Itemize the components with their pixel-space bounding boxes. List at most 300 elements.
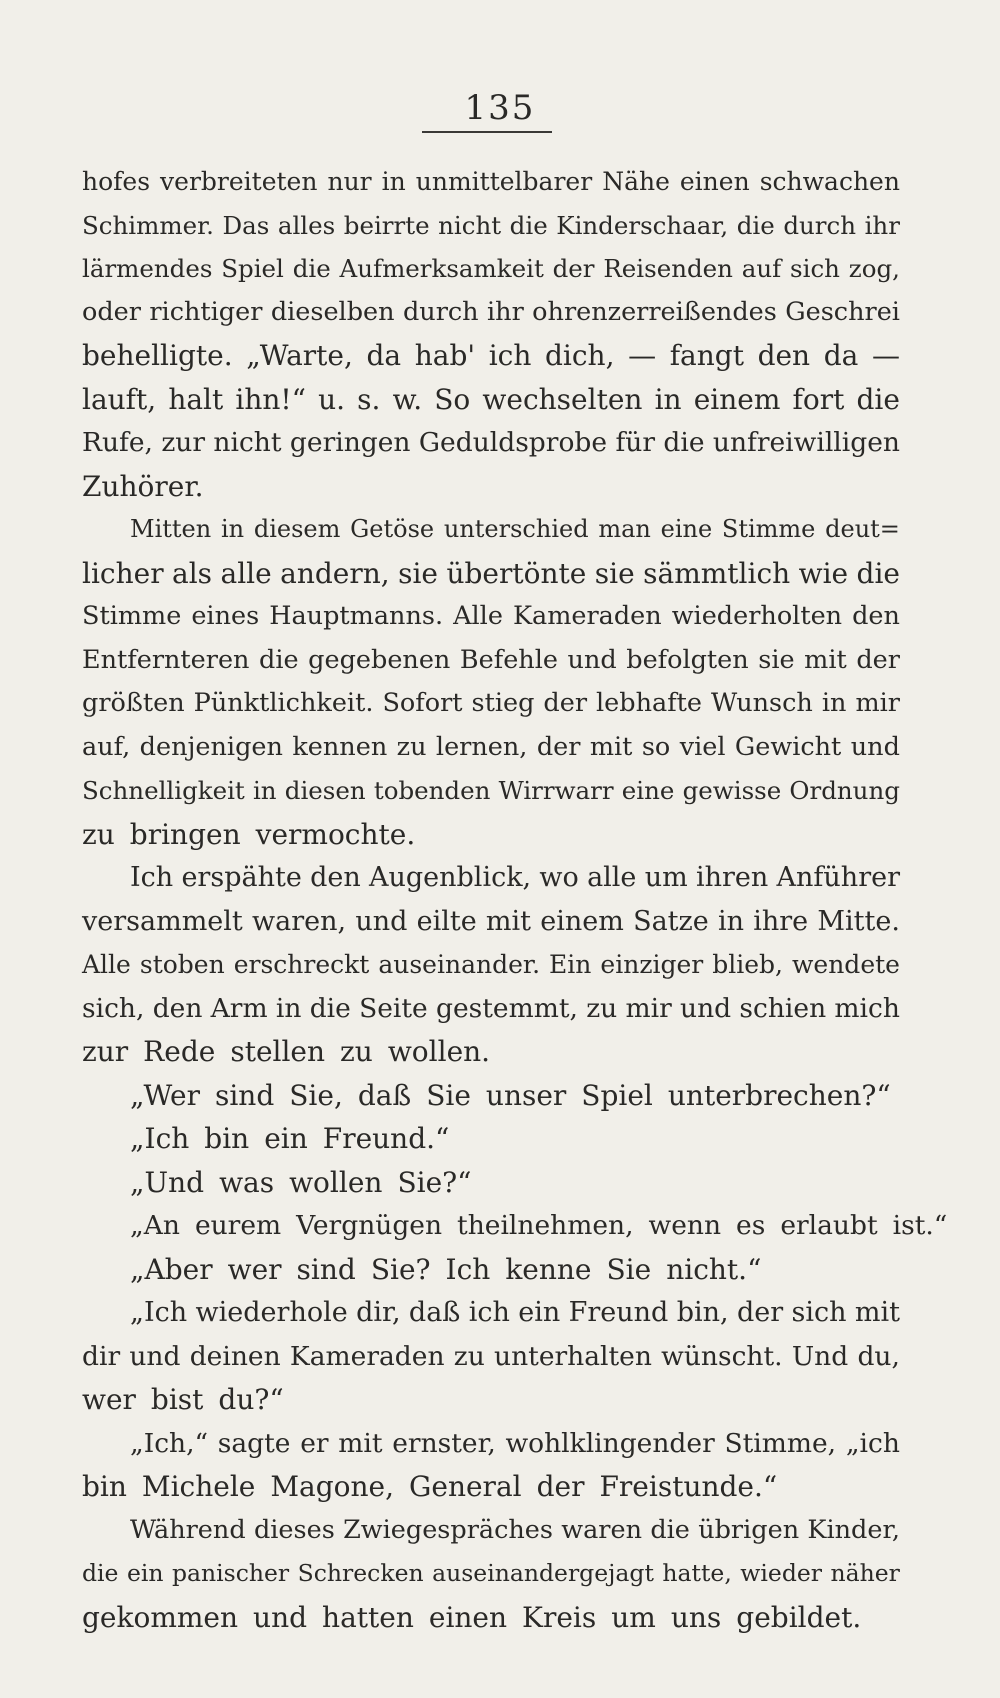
word: Rufe, [82,427,153,458]
word: eurem [194,1210,282,1241]
word: Stimme [721,515,816,543]
word: Magone, [270,1470,395,1503]
word: unfreiwilligen [712,427,900,458]
word: „Und [130,1165,205,1199]
word: „Ich [130,1122,190,1155]
word: der [736,1297,784,1328]
word: s. [357,382,381,416]
word: einem [693,382,781,416]
word: zur [161,427,206,458]
word: diesen [284,776,366,805]
word: in [220,515,245,543]
word: Stimme [82,601,182,631]
word: unmittelbarer [415,167,593,196]
word: w. [392,382,423,416]
word: lärmendes [82,254,213,283]
word: Geduldsprobe [418,427,608,458]
word: Spiel [221,254,284,283]
word: sind [214,1078,275,1112]
word: mit [485,905,532,937]
word: um [644,862,688,893]
word: wendete [792,950,900,979]
text-line [82,291,900,335]
word: sind [296,1252,356,1286]
word: stieg [471,688,535,718]
word: „Ich [130,1297,188,1328]
word: richtiger [149,296,263,327]
word: Pünktlichkeit. [193,688,374,718]
word: Zuhörer. [82,469,204,503]
word: Das [222,210,270,240]
word: mit [589,731,633,762]
word: beirrte [343,210,430,240]
word: nicht [438,210,502,240]
word: alle [587,862,637,893]
word: Kinderschaar, [556,210,729,240]
word: ihre [753,905,809,937]
word: ein [518,1297,561,1328]
word: unterbrechen?“ [667,1078,891,1112]
text-line [82,1509,900,1553]
word: der [536,1470,585,1503]
word: und [129,1340,181,1372]
word: einziger [600,950,704,979]
word: den [852,601,900,631]
word: sich [790,254,840,283]
word: Reisenden [603,254,733,283]
word: waren, [252,905,347,937]
word: zu [396,731,427,762]
word: der [536,731,581,762]
word: mir [855,688,900,718]
word: was [219,1165,275,1199]
text-line [82,204,900,248]
word: der [543,688,588,718]
word: und [253,1600,308,1634]
word: zur [82,1035,129,1068]
word: Sie [606,1252,652,1286]
word: Rede [143,1035,216,1068]
word: deinen [189,1340,281,1372]
text-line [82,1074,900,1118]
word: dieselben [270,296,395,327]
word: in [654,382,682,416]
word: Wirrwarr [498,776,614,805]
word: die [856,556,900,590]
word: „An [130,1210,180,1241]
word: Spiel [581,1078,653,1112]
word: „ich [845,1427,900,1459]
word: bist [150,1383,204,1416]
text-line [82,1596,900,1640]
word: wünscht. [661,1340,783,1372]
word: und [567,644,617,675]
word: den [757,339,811,372]
text-line [82,465,900,509]
word: hofes [82,167,151,196]
word: dir [82,1340,121,1372]
word: sie [594,556,635,590]
word: General [409,1470,522,1503]
word: wo [539,862,579,893]
word: ihren [695,862,769,893]
word: — [628,339,657,372]
word: hatten [322,1600,414,1634]
word: andern, [280,556,390,590]
word: eilte [416,905,477,937]
word: Nähe [602,167,670,196]
word: den [152,992,203,1024]
word: uns [670,1600,722,1634]
word: durch [783,210,857,240]
word: u. [318,382,346,416]
word: gekommen [82,1600,239,1634]
word: vermochte. [255,817,416,851]
word: mit [338,1427,383,1459]
word: den [310,862,361,893]
word: Hauptmanns. [269,601,444,631]
word: waren [561,1514,643,1545]
word: übertönte [446,556,587,590]
text-line [82,1378,900,1422]
word: so [641,731,671,762]
word: Kinder, [807,1514,900,1545]
word: zu [340,1035,373,1068]
word: eines [191,601,260,631]
word: Augenblick, [368,862,532,893]
word: bin, [676,1297,729,1328]
word: sie [398,556,439,590]
word: ein [126,1559,164,1587]
word: in [821,688,847,718]
word: auseinandergejagt [432,1559,654,1587]
word: bin [82,1470,127,1503]
word: sie [758,644,795,675]
word: erschreckt [233,950,370,979]
word: Satze [633,905,709,937]
text-line [82,378,900,422]
word: mit [854,1297,900,1328]
word: wollen [289,1165,383,1199]
word: Ich [130,862,174,893]
word: mich [834,992,900,1024]
word: Mitte. [817,905,900,937]
word: die [663,427,705,458]
word: bringen [129,817,241,851]
word: da [823,339,859,372]
word: hatte, [662,1559,732,1587]
text-line [82,160,900,204]
word: dieses [253,1514,335,1545]
word: behelligte. [82,339,233,372]
word: Freistunde.“ [599,1470,778,1503]
word: die [650,1514,690,1545]
word: wiederhole [195,1297,348,1328]
word: die [736,210,775,240]
word: Alle [82,950,131,979]
text-line [82,900,900,944]
word: deut= [825,515,900,543]
word: dich, [544,339,615,372]
word: daß [408,1297,461,1328]
word: Schimmer. [82,210,214,240]
text-line [82,247,900,291]
text-line [82,1030,900,1074]
word: Schrecken [297,1559,424,1587]
word: mit [804,644,847,675]
word: nur [327,167,372,196]
word: erspähte [181,862,302,893]
word: der [552,254,595,283]
word: du, [857,1340,900,1372]
word: Und [791,1340,849,1372]
word: sämmtlich [643,556,791,590]
text-line [82,1204,948,1248]
word: es [736,1210,766,1241]
word: Vergnügen [296,1210,443,1241]
word: für [615,427,655,458]
word: stellen [230,1035,326,1068]
word: auf, [82,731,131,762]
word: fort [792,382,845,416]
word: schwachen [759,167,900,196]
word: versammelt [82,905,243,937]
word: dir, [356,1297,401,1328]
word: wer [227,1252,282,1286]
word: die [856,382,900,416]
word: ihn!“ [235,382,306,416]
word: verbreiteten [160,167,318,196]
word: befolgten [626,644,749,675]
word: einen [679,167,750,196]
word: Freund.“ [322,1122,450,1155]
word: Alle [453,601,503,631]
word: um [611,1600,656,1634]
word: einem [540,905,624,937]
word: zu [82,817,115,851]
word: Während [130,1514,246,1545]
word: in [717,905,744,937]
word: Aufmerksamkeit [339,254,544,283]
word: viel [679,731,726,762]
word: denjenigen [139,731,283,762]
word: licher [82,556,164,590]
word: So [434,382,471,416]
word: Sie [426,1078,471,1112]
word: gegebenen [308,644,451,675]
word: Anführer [776,862,900,893]
word: Michele [141,1470,256,1503]
word: tobenden [373,776,491,805]
text-line [82,334,900,378]
word: und [355,905,408,937]
word: in [252,776,277,805]
word: eine [621,776,675,805]
text-line [82,1335,900,1379]
text-line [82,1117,900,1161]
word: Getöse [350,515,435,543]
word: in [381,167,406,196]
word: zog, [848,254,900,283]
text-line [82,1422,900,1466]
text-line [82,987,900,1031]
page-number-rule [422,131,552,133]
word: auf [741,254,782,283]
text-line [82,508,900,552]
word: Sofort [382,688,463,718]
word: auseinander. [378,950,541,979]
word: Gewicht [734,731,842,762]
word: Kameraden [512,601,662,631]
word: gewisse [682,776,782,805]
text-line [82,639,900,683]
word: nicht.“ [666,1252,762,1286]
text-line [82,1465,900,1509]
word: alles [277,210,336,240]
word: kennen [292,731,388,762]
word: hab' [414,339,476,372]
word: die [509,210,548,240]
word: und [680,992,732,1024]
word: die [309,992,351,1024]
word: Schnelligkeit [82,776,245,805]
word: „Warte, [246,339,353,372]
word: bin [204,1122,250,1155]
text-line [82,943,900,987]
word: daß [357,1078,412,1112]
word: Sie, [289,1078,343,1112]
word: ist.“ [892,1210,948,1241]
word: „Ich,“ [130,1427,209,1459]
word: kenne [505,1252,592,1286]
word: „Wer [130,1078,200,1112]
word: panischer [171,1559,290,1587]
text-line [82,595,900,639]
word: Ein [549,950,592,979]
word: Sie? [370,1252,431,1286]
word: du?“ [218,1383,284,1416]
word: wohlklingender [505,1427,715,1459]
word: Kameraden [289,1340,445,1372]
word: Zwiegespräches [343,1514,553,1545]
text-line [82,1161,900,1205]
word: die [259,644,299,675]
word: die [82,1559,119,1587]
word: unser [485,1078,567,1112]
text-line [82,726,900,770]
word: da [366,339,402,372]
word: wiederholten [671,601,843,631]
word: Ich [445,1252,491,1286]
word: ohrenzerreißendes [532,296,777,327]
text-line [82,552,900,596]
word: zu [586,992,618,1024]
word: Arm [210,992,268,1024]
text-line [82,1291,900,1335]
word: Geschrei [785,296,900,327]
body-text [82,160,948,1639]
word: einen [428,1600,508,1634]
word: wer [82,1383,136,1416]
word: ihr [864,210,900,240]
word: schien [739,992,827,1024]
word: Ordnung [789,776,900,805]
word: Freund [568,1297,669,1328]
word: diesem [253,515,341,543]
word: oder [82,296,141,327]
word: der [856,644,900,675]
word: gebildet. [736,1600,862,1634]
word: theilnehmen, [457,1210,634,1241]
word: lauft, [82,382,157,416]
word: unterschied [443,515,589,543]
word: sagte [217,1427,291,1459]
word: Befehle [459,644,558,675]
word: Seite [359,992,428,1024]
word: ein [264,1122,308,1155]
word: eine [660,515,713,543]
text-line [82,856,900,900]
word: zu [453,1340,485,1372]
word: mir [625,992,672,1024]
word: man [598,515,651,543]
word: ich [468,1297,510,1328]
word: durch [402,296,479,327]
word: in [275,992,302,1024]
word: gestemmt, [436,992,578,1024]
page-number: 135 [464,88,536,128]
word: lernen, [435,731,528,762]
word: ich [488,339,532,372]
word: Wunsch [711,688,813,718]
word: unterhalten [494,1340,652,1372]
word: er [300,1427,329,1459]
word: erlaubt [780,1210,878,1241]
word: alle [220,556,272,590]
word: wechselten [482,382,643,416]
word: näher [830,1559,900,1587]
word: als [172,556,213,590]
word: ihr [487,296,524,327]
word: Stimme, [724,1427,837,1459]
text-line [82,813,900,857]
word: fangt [669,339,744,372]
word: halt [168,382,224,416]
text-line [82,682,900,726]
text-line [82,1552,900,1596]
word: geringen [289,427,411,458]
word: wenn [648,1210,722,1241]
word: Mitten [130,515,212,543]
text-line [82,421,900,465]
word: Entfernteren [82,644,250,675]
word: die [292,254,331,283]
word: lebhafte [596,688,703,718]
word: wollen. [387,1035,491,1068]
word: stoben [139,950,225,979]
word: übrigen [698,1514,800,1545]
word: wieder [740,1559,823,1587]
word: Kreis [522,1600,597,1634]
text-line [82,769,900,813]
word: blieb, [712,950,783,979]
word: — [871,339,900,372]
word: „Aber [130,1252,213,1286]
word: ernster, [392,1427,496,1459]
word: sich, [82,992,145,1024]
word: und [850,731,900,762]
text-line [82,1248,900,1292]
